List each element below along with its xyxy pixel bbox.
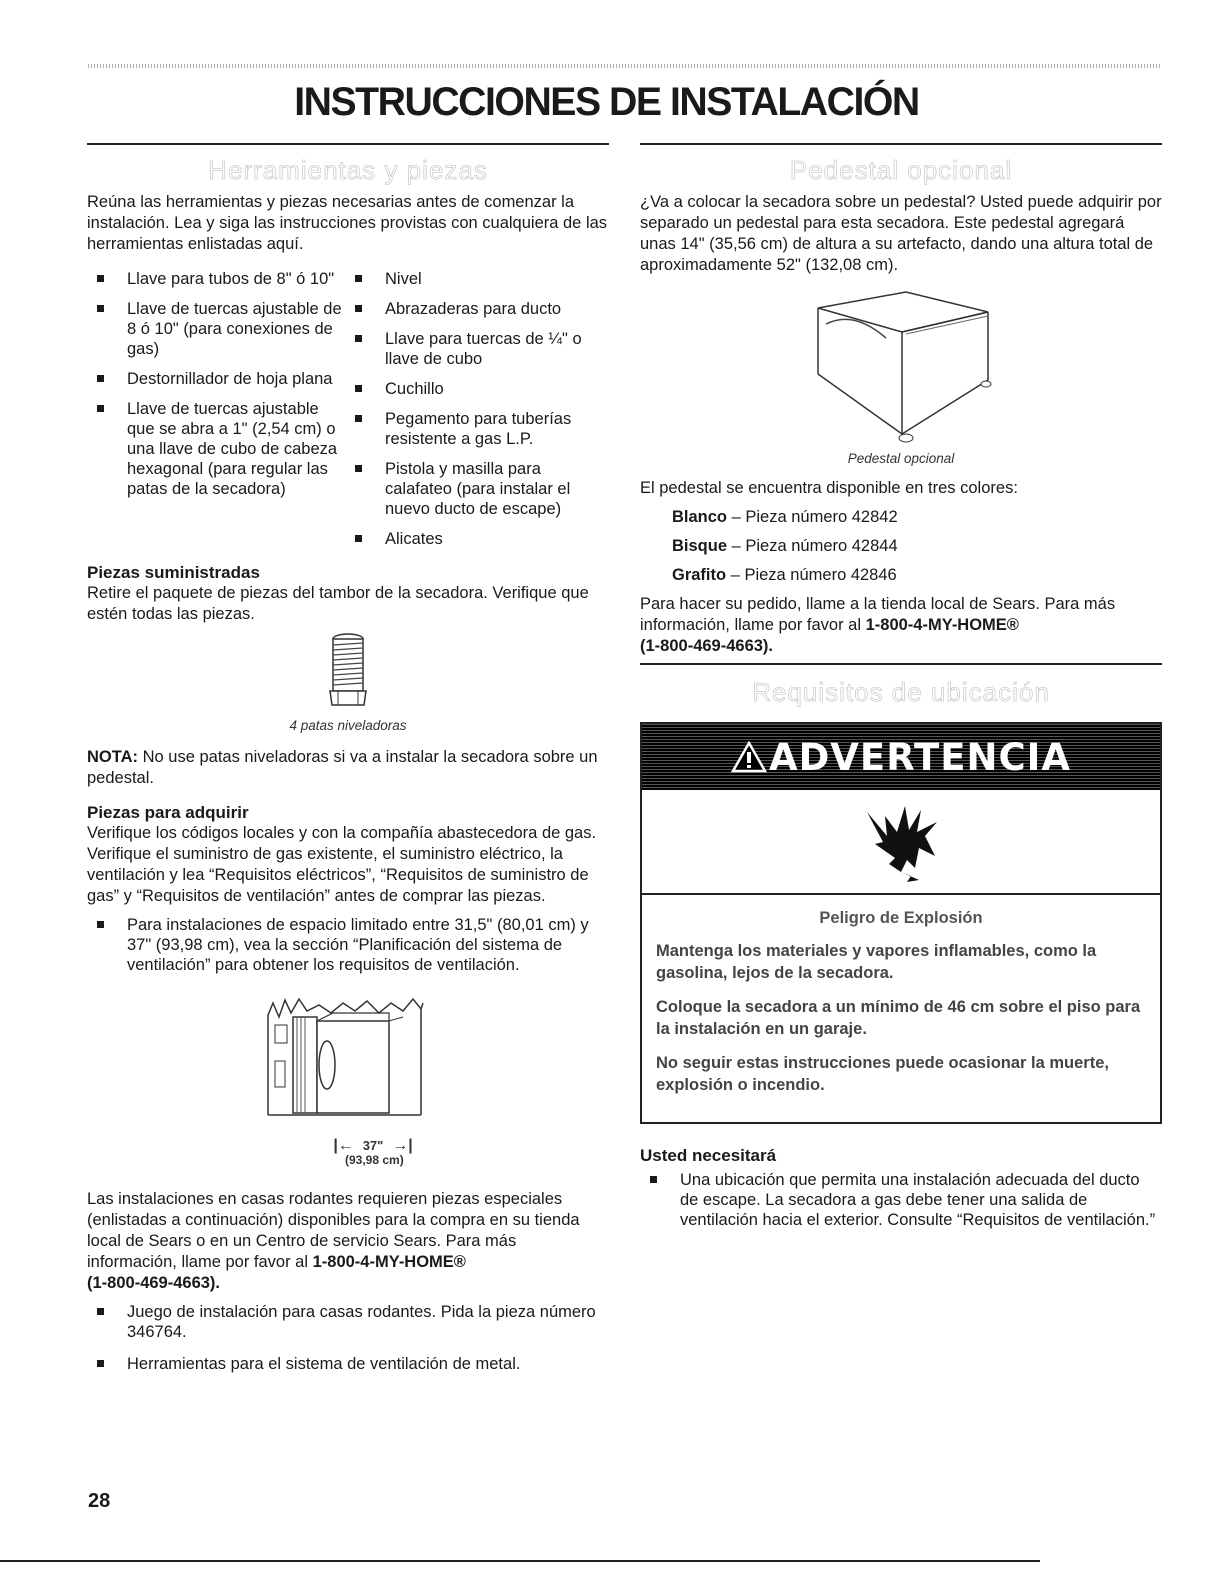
tool-item: Cuchillo (349, 379, 609, 399)
pedestal-intro: ¿Va a colocar la secadora sobre un pedestal? Usted puede adquirir por separado un pedestal para esta secadora. Este pedestal agregará unas 14" (35,56 cm) de altura a su artefacto, dando una altura total de aproximadamente 52" (132,08 cm). (640, 193, 1162, 274)
color-option (672, 536, 1162, 557)
tool-item: Llave de tuercas ajustable que se abra a 1" (2,54 cm) o una llave de cubo de cabeza hexagonal (para regular las patas de la secadora) (87, 399, 349, 499)
pedestal-illustration (640, 288, 1162, 453)
you-need-heading: Usted necesitará (640, 1146, 777, 1165)
note-paragraph (87, 747, 609, 789)
leveling-feet-illustration (87, 631, 609, 716)
tool-item: Llave de tuercas ajustable de 8 ó 10" (para conexiones de gas) (87, 299, 349, 359)
note-label: NOTA: (87, 748, 139, 766)
tools-heading: Herramientas y piezas (208, 155, 488, 185)
confined-space-illustration: |← 37" →| (93,98 cm) (87, 995, 609, 1161)
tool-item: Abrazaderas para ducto (349, 299, 609, 319)
warning-triangle-icon (731, 741, 767, 773)
location-heading: Requisitos de ubicación (752, 677, 1050, 707)
mobile-home-bullet: Juego de instalación para casas rodantes. Pida la pieza número 346764. (87, 1302, 609, 1342)
you-need-bullet: Una ubicación que permita una instalación adecuada del ducto de escape. La secadora a gas debe tener una salida de ventilación hacia el exterior. Consulte “Requisitos de ventilación.” (640, 1170, 1162, 1230)
warning-line: Coloque la secadora a un mínimo de 46 cm sobre el piso para la instalación en un garaje. (656, 998, 1141, 1038)
colors-intro: El pedestal se encuentra disponible en tres colores: (640, 479, 1018, 497)
order-paragraph (640, 594, 1162, 657)
width-dimension-inches: 37" (362, 1138, 384, 1153)
warning-box (640, 722, 1162, 1124)
page-number: 28 (88, 1490, 111, 1512)
supplied-parts-heading: Piezas suministradas (87, 563, 260, 582)
section-rule (640, 143, 1162, 145)
parts-to-buy-bullet: Para instalaciones de espacio limitado entre 31,5" (80,01 cm) y 37" (93,98 cm), vea la sección “Planificación del sistema de ventilación” para obtener los requisitos de ventilación. (87, 915, 609, 975)
parts-to-buy-heading: Piezas para adquirir (87, 803, 249, 822)
tools-list (87, 269, 609, 559)
mobile-home-text: Las instalaciones en casas rodantes requieren piezas especiales (enlistadas a continuación) disponibles para la compra en su tienda local de Sears o en un Centro de servicio Sears. Para más información, llame por favor al (87, 1190, 580, 1271)
color-name: Bisque (672, 537, 728, 555)
leveling-feet-caption: 4 patas niveladoras (289, 718, 407, 733)
phone-number: 1-800-4-MY-HOME® (312, 1253, 466, 1271)
phone-number-digits: (1-800-469-4663). (640, 637, 773, 655)
phone-number-digits: (1-800-469-4663). (87, 1274, 220, 1292)
page-title: INSTRUCCIONES DE INSTALACIÓN (294, 80, 919, 124)
top-dotted-rule (88, 64, 1162, 68)
order-text: Para hacer su pedido, llame a la tienda local de Sears. Para más información, llame por favor al (640, 595, 1116, 634)
note-text: No use patas niveladoras si va a instalar la secadora sobre un pedestal. (87, 748, 598, 787)
warning-banner (642, 724, 1160, 790)
supplied-parts-text: Retire el paquete de piezas del tambor de la secadora. Verifique que estén todas las piezas. (87, 584, 589, 623)
warning-line: No seguir estas instrucciones puede ocasionar la muerte, explosión o incendio. (656, 1054, 1109, 1094)
section-rule (87, 143, 609, 145)
parts-to-buy-text: Verifique los códigos locales y con la compañía abastecedora de gas. Verifique el suministro de gas existente, el suministro eléctrico, la ventilación y lea “Requisitos eléctricos”, “Requisitos de suministro de gas” y “Requisitos de ventilación” antes de comprar las piezas. (87, 824, 597, 905)
tool-item: Nivel (349, 269, 609, 289)
mobile-home-bullet: Herramientas para el sistema de ventilación de metal. (87, 1354, 609, 1374)
color-name: Blanco (672, 508, 728, 526)
section-rule (640, 663, 1162, 665)
right-column (640, 143, 1162, 1240)
mobile-home-paragraph (87, 1189, 609, 1294)
color-part: – Pieza número 42844 (727, 537, 898, 555)
tool-item: Pistola y masilla para calafateo (para instalar el nuevo ducto de escape) (349, 459, 609, 519)
warning-body (642, 895, 1160, 1122)
color-name: Grafito (672, 566, 727, 584)
left-column (87, 143, 609, 1384)
color-part: – Pieza número 42846 (726, 566, 897, 584)
phone-number: 1-800-4-MY-HOME® (865, 616, 1019, 634)
warning-line: Mantenga los materiales y vapores inflamables, como la gasolina, lejos de la secadora. (656, 942, 1097, 982)
explosion-icon (642, 790, 1160, 887)
width-dimension-cm: (93,98 cm) (345, 1153, 404, 1167)
tool-item: Llave para tubos de 8" ó 10" (87, 269, 349, 289)
warning-title: ADVERTENCIA (768, 735, 1072, 779)
pedestal-caption: Pedestal opcional (847, 451, 955, 466)
tool-item: Alicates (349, 529, 609, 549)
bottom-rule (0, 1560, 1040, 1562)
color-part: – Pieza número 42842 (727, 508, 898, 526)
color-option (672, 507, 1162, 528)
tool-item: Llave para tuercas de ¼" o llave de cubo (349, 329, 609, 369)
tool-item: Pegamento para tuberías resistente a gas L.P. (349, 409, 609, 449)
tool-item: Destornillador de hoja plana (87, 369, 349, 389)
color-option (672, 565, 1162, 586)
warning-heading: Peligro de Explosión (819, 909, 983, 927)
pedestal-heading: Pedestal opcional (789, 155, 1013, 185)
tools-intro: Reúna las herramientas y piezas necesarias antes de comenzar la instalación. Lea y siga las instrucciones provistas con cualquiera de las herramientas enlistadas aquí. (87, 193, 608, 253)
